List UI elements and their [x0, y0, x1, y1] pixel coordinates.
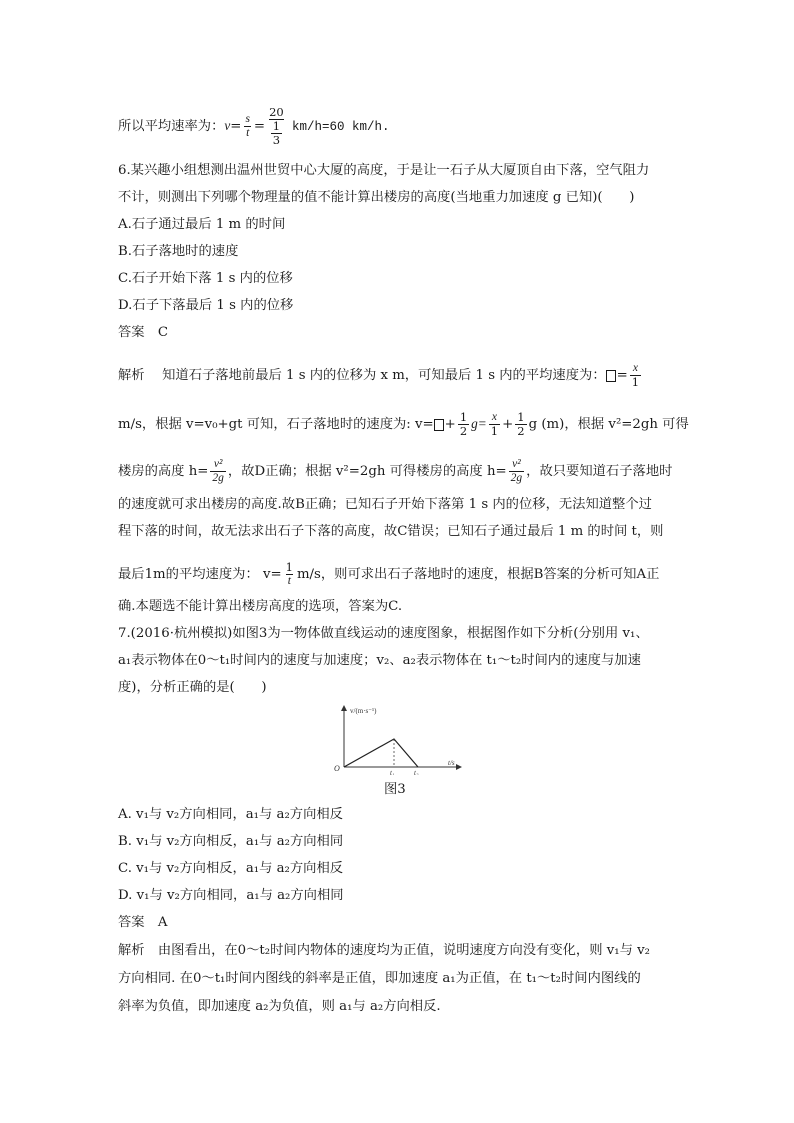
y-axis-label: v/(m·s⁻¹) [350, 707, 377, 715]
q5-inner-frac [271, 120, 282, 147]
q6-ana3-f1n: v² [213, 458, 223, 470]
q6-ana2-f3n: 1 [517, 410, 525, 424]
velocity-line [344, 739, 418, 767]
q6-ana2-f3d: 2 [517, 424, 525, 438]
q6-ana2-plus: + [444, 417, 456, 432]
q6-ana2b: g (m)，根据 v²=2gh 可得 [528, 417, 689, 432]
q6-ana2-f2d: 1 [490, 424, 499, 438]
x-axis-label: t/s [448, 759, 455, 767]
q6-ana3-f2d: 2g [510, 472, 523, 484]
t2-label: t₂ [414, 769, 419, 775]
q6-ana2-frac1 [458, 411, 469, 438]
q6-option-a: A.石子通过最后 1 m 的时间 [118, 217, 286, 232]
q7-option-d: D. v₁与 v₂方向相同，a₁与 a₂方向相同 [118, 888, 344, 903]
q7-analysis-line3: 斜率为负值，即加速度 a₂为负值，则 a₁与 a₂方向相反. [118, 999, 441, 1014]
q5-frac-den: t [246, 127, 250, 139]
q6-option-b: B.石子落地时的速度 [118, 244, 239, 259]
q6-analysis-line5: 程下落的时间，故无法求出石子下落的高度，故C错误；已知石子通过最后 1 m 的时间 t，则 [118, 524, 664, 539]
q6-ana2-f1d: 2 [459, 424, 468, 438]
q6-ana3b: ，故D正确；根据 v²=2gh 可得楼房的高度 h= [227, 464, 507, 479]
q6-analysis-line6 [118, 561, 659, 588]
q6-analysis-line1 [118, 362, 643, 389]
q5-unit: km/h=60 km/h. [291, 120, 390, 134]
q7-stem-line3: 度)，分析正确的是( ) [118, 680, 267, 695]
q6-ana2-f1n: 1 [459, 410, 468, 424]
q6-answer: 答案 C [118, 325, 169, 340]
q6-ana3a: 楼房的高度 h= [118, 464, 209, 479]
q7-stem-line1: 7.(2016·杭州模拟)如图3为一物体做直线运动的速度图象，根据图作如下分析(分别用 v₁、 [118, 626, 649, 641]
q6-ana1-eq: = [616, 368, 628, 383]
q6-analysis-line7: 确.本题选不能计算出楼房高度的选项，答案为C. [118, 599, 403, 614]
q6-ana3-frac1 [210, 458, 226, 485]
velocity-time-graph [328, 703, 468, 775]
q6-ana2-frac2 [489, 411, 500, 438]
q6-ana6-fd: t [287, 575, 291, 587]
q6-analysis-line4: 的速度就可求出楼房的高度.故B正确；已知石子开始下落第 1 s 内的位移，无法知道整个过 [118, 497, 652, 512]
q6-option-d: D.石子下落最后 1 s 内的位移 [118, 298, 294, 313]
q6-ana3c: ，故只要知道石子落地时 [526, 464, 673, 479]
q6-ana6b: m/s，则可求出石子落地时的速度，根据B答案的分析可知A正 [296, 567, 660, 582]
v-bar-box-icon-2 [434, 419, 444, 431]
q5-prefix: 所以平均速率为： [118, 119, 225, 134]
q5-average-speed-line [118, 106, 389, 147]
q6-ana2-frac3 [515, 411, 526, 438]
q6-ana1-num: x [632, 362, 638, 374]
q6-ana2a: m/s，根据 v=v₀+gt 可知，石子落地时的速度为: v= [118, 417, 434, 432]
q7-stem-line2: a₁表示物体在0～t₁时间内的速度与加速度；v₂、a₂表示物体在 t₁～t₂时间内的速度与加速 [118, 653, 641, 668]
q6-ana6-frac [284, 561, 295, 588]
q6-ana2-f2n: x [491, 411, 497, 423]
origin-label: O [334, 764, 340, 773]
q6-ana3-f2n: v² [512, 458, 521, 470]
q5-frac-s-t [243, 113, 251, 140]
t1-label: t₁ [390, 769, 395, 775]
q7-option-b: B. v₁与 v₂方向相反，a₁与 a₂方向相同 [118, 834, 344, 849]
figure-caption: 图3 [384, 782, 406, 797]
q6-ana3-f1d: 2g [212, 472, 224, 484]
q6-ana6-fn: 1 [285, 560, 293, 574]
q6-ana3-frac2 [509, 458, 525, 485]
velocity-time-figure [328, 703, 468, 775]
q6-ana1-frac [630, 362, 641, 389]
q7-option-c: C. v₁与 v₂方向相反，a₁与 a₂方向相反 [118, 861, 344, 876]
q5-inner-num: 1 [272, 119, 281, 133]
q6-analysis-line3 [118, 458, 672, 485]
q5-v: v [224, 118, 231, 133]
q7-option-a: A. v₁与 v₂方向相同，a₁与 a₂方向相反 [118, 807, 343, 822]
q6-ana6a: 最后1m的平均速度为： v= [118, 567, 282, 582]
q5-eq1: = [230, 119, 242, 134]
q5-inner-den: 3 [272, 133, 281, 147]
q5-eq2: = [253, 119, 266, 134]
q7-answer: 答案 A [118, 915, 168, 930]
q6-stem-line1: 6.某兴趣小组想测出温州世贸中心大厦的高度，于是让一石子从大厦顶自由下落，空气阻力 [118, 163, 650, 178]
q6-option-c: C.石子开始下落 1 s 内的位移 [118, 271, 293, 286]
q5-frac-20 [267, 106, 286, 147]
v-bar-box-icon [606, 370, 616, 382]
q6-ana2-plus2: + [502, 417, 514, 432]
q6-analysis-line2 [118, 411, 689, 438]
q6-stem-line2: 不计，则测出下列哪个物理量的值不能计算出楼房的高度(当地重力加速度 g 已知)( ) [118, 190, 635, 205]
q5-frac-num: s [245, 113, 250, 125]
y-axis-arrow-icon [341, 705, 347, 711]
q6-ana1-text: 解析 知道石子落地前最后 1 s 内的位移为 x m，可知最后 1 s 内的平均速度为： [118, 368, 606, 383]
x-axis-arrow-icon [456, 764, 462, 770]
q7-analysis-line1: 解析 由图看出，在0～t₂时间内物体的速度均为正值，说明速度方向没有变化，则 v₁与 v₂ [118, 943, 650, 958]
q7-analysis-line2: 方向相同. 在0～t₁时间内图线的斜率是正值，即加速度 a₁为正值，在 t₁～t₂时间内图线的 [118, 971, 641, 986]
q6-ana2-g1: g= [471, 416, 487, 431]
q5-frac20-num: 20 [269, 105, 284, 119]
q6-ana1-den: 1 [631, 375, 640, 389]
